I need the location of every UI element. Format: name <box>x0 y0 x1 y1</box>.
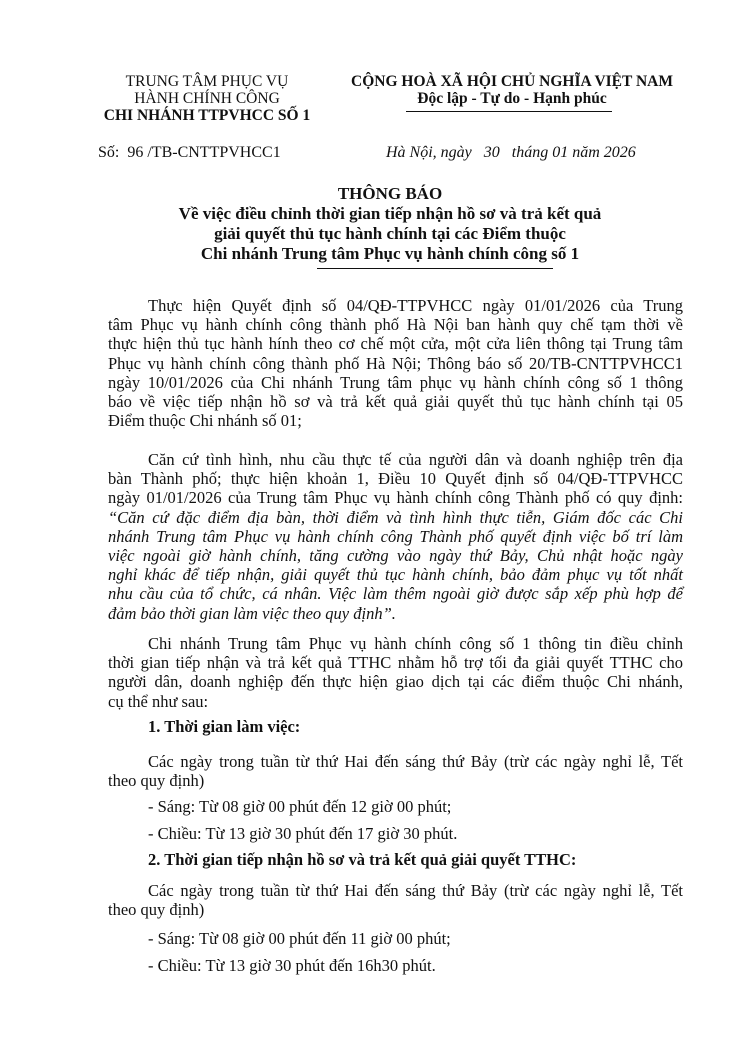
section-1-afternoon: - Chiều: Từ 13 giờ 30 phút đến 17 giờ 30 phút. <box>148 824 458 843</box>
motto: Độc lập - Tự do - Hạnh phúc <box>417 90 607 107</box>
p3-line: cụ thể như sau: <box>108 691 209 711</box>
s1-desc-line: theo quy định) <box>108 771 205 791</box>
agency-line-2: HÀNH CHÍNH CÔNG <box>134 90 280 107</box>
p3-line: người dân, doanh nghiệp đến thực hiện giao dịch tại các điểm thuộc Chi nhánh, <box>108 672 683 692</box>
p1-line: ngày 10/01/2026 của Chi nhánh Trung tâm phục vụ hành chính công số 1 thông <box>108 372 683 392</box>
section-1-heading: 1. Thời gian làm việc: <box>148 717 301 736</box>
p1-line: Thực hiện Quyết định số 04/QĐ-TTPVHCC ngày 01/01/2026 của Trung <box>148 296 683 315</box>
section-2-afternoon: - Chiều: Từ 13 giờ 30 phút đến 16h30 phút. <box>148 956 436 975</box>
section-2-heading: 2. Thời gian tiếp nhận hồ sơ và trả kết quả giải quyết TTHC: <box>148 850 577 869</box>
section-1-morning: - Sáng: Từ 08 giờ 00 phút đến 12 giờ 00 phút; <box>148 797 452 816</box>
p2-line: ngày 01/01/2026 của Trung tâm Phục vụ hành chính công Thành phố có quy định: <box>108 488 683 508</box>
number-value: 96 <box>127 144 144 161</box>
country-name: CỘNG HOÀ XÃ HỘI CHỦ NGHĨA VIỆT NAM <box>351 73 673 90</box>
p2-line: bàn Thành phố; thực hiện khoản 1, Điều 10 Quyết định số 04/QĐ-TTPVHCC <box>108 469 683 489</box>
paragraph-3 <box>108 634 683 711</box>
date-day: 30 <box>483 144 500 161</box>
number-suffix: /TB-CNTTPVHCC1 <box>147 144 281 161</box>
s2-desc-line: Các ngày trong tuần từ thứ Hai đến sáng thứ Bảy (trừ các ngày nghỉ lễ, Tết <box>148 881 683 900</box>
paragraph-1 <box>108 296 683 430</box>
national-header <box>322 73 702 107</box>
p1-line: báo về việc tiếp nhận hồ sơ và trả kết quả giải quyết thủ tục hành chính tại 05 <box>108 392 683 412</box>
section-2-desc <box>108 881 683 919</box>
section-2-morning: - Sáng: Từ 08 giờ 00 phút đến 11 giờ 00 phút; <box>148 929 451 948</box>
p2-quote-line: nghỉ khác để tiếp nhận, giải quyết thủ tục hành chính, bảo đảm phục vụ tốt nhất <box>108 565 683 585</box>
section-1-desc <box>108 752 683 790</box>
title-main: THÔNG BÁO <box>337 184 443 203</box>
title-line-3: Chi nhánh Trung tâm Phục vụ hành chính công số 1 <box>200 244 580 263</box>
p1-line: Phục vụ hành chính công thành phố Hà Nội; Thông báo số 20/TB-CNTTPVHCC1 <box>108 353 683 373</box>
date-rest: tháng 01 năm 2026 <box>511 144 636 161</box>
paragraph-2 <box>108 450 683 623</box>
title-underline <box>317 268 553 269</box>
agency-line-3: CHI NHÁNH TTPVHCC SỐ 1 <box>103 107 311 124</box>
motto-underline <box>406 111 612 112</box>
p2-line: Căn cứ tình hình, nhu cầu thực tế của người dân và doanh nghiệp trên địa <box>148 450 683 469</box>
p2-quote-line: nhu cầu của tổ chức, cá nhân. Việc làm thêm ngoài giờ được sắp xếp phù hợp để <box>108 584 683 604</box>
p2-quote-line: việc ngoài giờ hành chính, tăng cường vào ngày thứ Bảy, Chủ nhật hoặc ngày <box>108 546 683 566</box>
title-line-2: giải quyết thủ tục hành chính tại các Điểm thuộc <box>214 224 566 243</box>
s1-desc-line: Các ngày trong tuần từ thứ Hai đến sáng thứ Bảy (trừ các ngày nghỉ lễ, Tết <box>148 752 683 771</box>
p2-quote-line: nhánh Trung tâm Phục vụ hành chính công Thành phố quyết định việc bố trí làm <box>108 526 683 546</box>
title-block <box>100 184 680 264</box>
p2-quote-line: “Căn cứ đặc điểm địa bàn, thời điểm và tình hình thực tiễn, Giám đốc các Chi <box>108 507 683 527</box>
p3-line: Chi nhánh Trung tâm Phục vụ hành chính công số 1 thông tin điều chỉnh <box>148 634 683 653</box>
agency-block <box>98 73 316 124</box>
s2-desc-line: theo quy định) <box>108 900 205 920</box>
title-line-1: Về việc điều chỉnh thời gian tiếp nhận hồ sơ và trả kết quả <box>178 204 602 223</box>
p2-quote-line: đảm bảo thời gian làm việc theo quy định”. <box>108 603 396 623</box>
p1-line: thực hiện thủ tục hành hính theo cơ chế một cửa, một cửa liên thông tại Trung tâm <box>108 334 683 354</box>
document-number <box>98 144 281 162</box>
p1-line: Điểm thuộc Chi nhánh số 01; <box>108 411 302 431</box>
document-date <box>386 144 636 162</box>
p1-line: tâm Phục vụ hành chính công thành phố Hà Nội ban hành quy chế tạm thời về <box>108 315 683 335</box>
p3-line: thời gian tiếp nhận và trả kết quả TTHC nhằm hỗ trợ tối đa giải quyết TTHC cho <box>108 653 683 673</box>
date-prefix: Hà Nội, ngày <box>386 144 472 161</box>
number-prefix: Số: <box>98 144 120 161</box>
agency-line-1: TRUNG TÂM PHỤC VỤ <box>125 73 289 90</box>
